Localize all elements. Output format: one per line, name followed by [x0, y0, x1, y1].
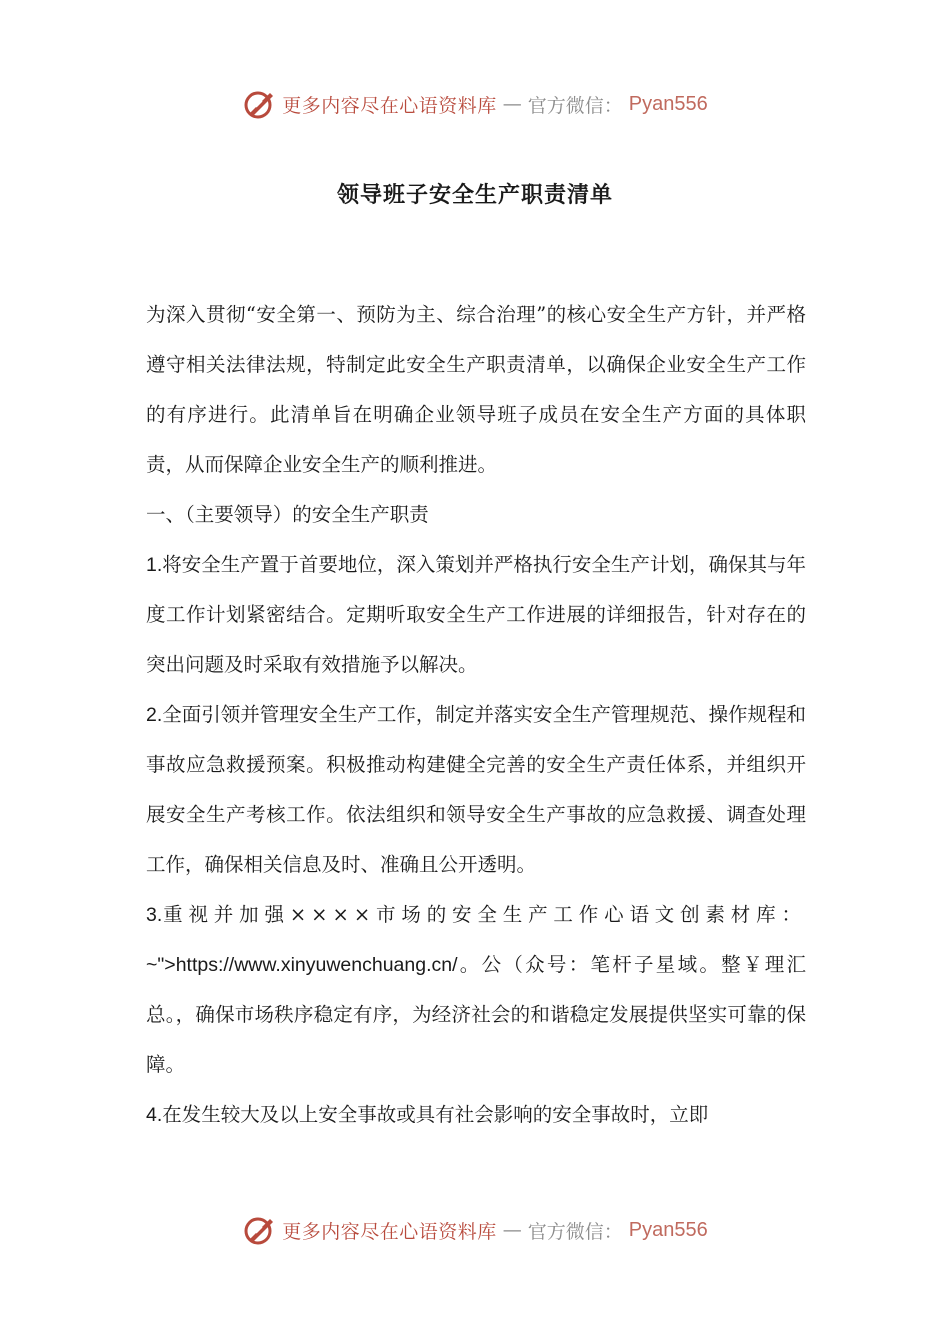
list-item [146, 540, 806, 690]
header-banner [0, 84, 950, 124]
banner-official: 官方微信： [527, 1220, 623, 1243]
item-number: 1. [146, 554, 163, 576]
banner-dash: — [502, 93, 522, 115]
item-number: 4. [146, 1104, 163, 1126]
banner-dash: — [502, 1219, 522, 1241]
banner-official: 官方微信： [527, 94, 623, 117]
banner-text: 更多内容尽在心语资料库 [282, 1220, 497, 1243]
list-item [146, 690, 806, 890]
section-heading: 一、（主要领导）的安全生产职责 [146, 503, 429, 526]
pen-logo-icon [242, 87, 276, 121]
list-item [146, 890, 806, 1090]
item-text: 全面引领并管理安全生产工作，制定并落实安全生产管理规范、操作规程和事故应急救援预案。积极推动构建健全完善的安全生产责任体系，并组织开展安全生产考核工作。依法组织和领导安全生产事故的应急救援、调查处理工作，确保相关信息及时、准确且公开透明。 [146, 703, 806, 876]
item-number: 2. [146, 704, 163, 726]
item-text: 。公（众号：笔杆子星域。整￥理汇总。，确保市场秩序稳定有序，为经济社会的和谐稳定发展提供坚实可靠的保障。 [146, 953, 806, 1076]
url-link[interactable]: ~">https://www.xinyuwenchuang.cn/ [146, 954, 458, 976]
pen-logo-icon [242, 1213, 276, 1247]
page-title: 领导班子安全生产职责清单 [336, 182, 613, 208]
banner-wechat-id: Pyan556 [628, 1218, 708, 1241]
document-body [146, 290, 806, 1140]
item-text: 将安全生产置于首要地位，深入策划并严格执行安全生产计划，确保其与年度工作计划紧密结合。定期听取安全生产工作进展的详细报告，针对存在的突出问题及时采取有效措施予以解决。 [146, 553, 806, 676]
item-text: 在发生较大及以上安全事故或具有社会影响的安全事故时，立即 [162, 1103, 709, 1126]
banner-text: 更多内容尽在心语资料库 [282, 94, 497, 117]
list-item [146, 1090, 806, 1140]
footer-banner [0, 1210, 950, 1250]
item-number: 3. [146, 904, 163, 926]
banner-wechat-id: Pyan556 [628, 92, 708, 115]
item-text: 重视并加强××××市场的安全生产工作心语文创素材库： [162, 903, 806, 926]
intro-paragraph: 为深入贯彻“安全第一、预防为主、综合治理”的核心安全生产方针，并严格遵守相关法律法规，特制定此安全生产职责清单，以确保企业安全生产工作的有序进行。此清单旨在明确企业领导班子成员在安全生产方面的具体职责，从而保障企业安全生产的顺利推进。 [146, 303, 806, 476]
